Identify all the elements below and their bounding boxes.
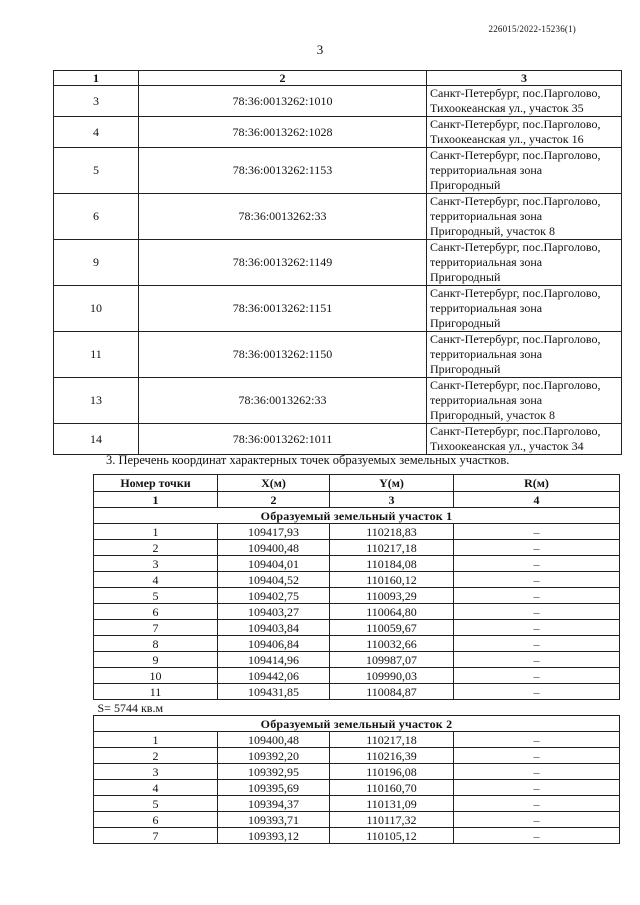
table-row xyxy=(94,780,620,796)
table-row xyxy=(94,828,620,844)
x-coordinate: 109402,75 xyxy=(218,588,330,604)
address-line: Тихоокеанская ул., участок 34 xyxy=(430,439,584,453)
point-number: 9 xyxy=(94,652,218,668)
radius-value: – xyxy=(454,828,620,844)
table-row xyxy=(54,148,622,194)
address-cell xyxy=(427,86,622,117)
radius-value: – xyxy=(454,620,620,636)
group-title-row xyxy=(94,508,620,524)
radius-value: – xyxy=(454,684,620,700)
y-coordinate: 109990,03 xyxy=(330,668,454,684)
point-number: 1 xyxy=(94,732,218,748)
address-cell xyxy=(427,286,622,332)
y-coordinate: 110084,87 xyxy=(330,684,454,700)
address-line: Пригородный xyxy=(430,362,501,376)
table-row xyxy=(94,748,620,764)
radius-value: – xyxy=(454,540,620,556)
table-header-row xyxy=(94,475,620,492)
address-cell xyxy=(427,117,622,148)
point-number: 11 xyxy=(94,684,218,700)
page-number: 3 xyxy=(316,42,324,57)
row-number: 9 xyxy=(54,240,139,286)
row-number: 6 xyxy=(54,194,139,240)
group-title-row xyxy=(94,716,620,732)
y-coordinate: 109987,07 xyxy=(330,652,454,668)
address-line: Санкт-Петербург, пос.Парголово, xyxy=(430,148,601,162)
table-row xyxy=(94,796,620,812)
table-row xyxy=(54,332,622,378)
column-header: 2 xyxy=(139,71,427,86)
table-row xyxy=(94,556,620,572)
address-line: территориальная зона xyxy=(430,301,543,315)
address-line: Тихоокеанская ул., участок 35 xyxy=(430,101,584,115)
column-number: 1 xyxy=(94,492,218,508)
x-coordinate: 109400,48 xyxy=(218,540,330,556)
point-number: 7 xyxy=(94,620,218,636)
row-number: 5 xyxy=(54,148,139,194)
address-line: Санкт-Петербург, пос.Парголово, xyxy=(430,378,601,392)
y-coordinate: 110160,12 xyxy=(330,572,454,588)
address-line: Пригородный, участок 8 xyxy=(430,224,555,238)
table-row xyxy=(94,732,620,748)
group-title: Образуемый земельный участок 1 xyxy=(94,508,620,524)
y-coordinate: 110184,08 xyxy=(330,556,454,572)
column-header: Номер точки xyxy=(94,475,218,492)
x-coordinate: 109394,37 xyxy=(218,796,330,812)
cadastral-number: 78:36:0013262:1153 xyxy=(139,148,427,194)
table-row xyxy=(54,86,622,117)
address-cell xyxy=(427,378,622,424)
address-line: территориальная зона xyxy=(430,255,543,269)
address-line: Пригородный xyxy=(430,178,501,192)
column-header: Y(м) xyxy=(330,475,454,492)
point-number: 5 xyxy=(94,588,218,604)
table-row xyxy=(94,524,620,540)
radius-value: – xyxy=(454,796,620,812)
cadastral-number: 78:36:0013262:1149 xyxy=(139,240,427,286)
point-number: 4 xyxy=(94,572,218,588)
address-line: Санкт-Петербург, пос.Парголово, xyxy=(430,86,601,100)
table-row xyxy=(94,636,620,652)
radius-value: – xyxy=(454,780,620,796)
radius-value: – xyxy=(454,524,620,540)
point-number: 8 xyxy=(94,636,218,652)
radius-value: – xyxy=(454,668,620,684)
point-number: 10 xyxy=(94,668,218,684)
y-coordinate: 110059,67 xyxy=(330,620,454,636)
row-number: 14 xyxy=(54,424,139,455)
address-line: Санкт-Петербург, пос.Парголово, xyxy=(430,117,601,131)
area-value: S= 5744 кв.м xyxy=(94,700,620,716)
table-header-row xyxy=(54,71,622,86)
x-coordinate: 109395,69 xyxy=(218,780,330,796)
address-line: Пригородный xyxy=(430,270,501,284)
table-row xyxy=(94,652,620,668)
cadastral-number: 78:36:0013262:1010 xyxy=(139,86,427,117)
x-coordinate: 109414,96 xyxy=(218,652,330,668)
cadastral-number: 78:36:0013262:33 xyxy=(139,194,427,240)
cadastral-number: 78:36:0013262:33 xyxy=(139,378,427,424)
radius-value: – xyxy=(454,652,620,668)
row-number: 3 xyxy=(54,86,139,117)
column-header: 1 xyxy=(54,71,139,86)
column-number: 4 xyxy=(454,492,620,508)
y-coordinate: 110217,18 xyxy=(330,540,454,556)
section-title: 3. Перечень координат характерных точек образуемых земельных участков. xyxy=(106,453,510,467)
y-coordinate: 110216,39 xyxy=(330,748,454,764)
address-cell xyxy=(427,148,622,194)
row-number: 13 xyxy=(54,378,139,424)
address-line: Санкт-Петербург, пос.Парголово, xyxy=(430,424,601,438)
x-coordinate: 109392,20 xyxy=(218,748,330,764)
y-coordinate: 110160,70 xyxy=(330,780,454,796)
row-number: 4 xyxy=(54,117,139,148)
address-line: территориальная зона xyxy=(430,163,543,177)
x-coordinate: 109404,52 xyxy=(218,572,330,588)
radius-value: – xyxy=(454,748,620,764)
table-row xyxy=(94,684,620,700)
table-row xyxy=(54,240,622,286)
table-row xyxy=(94,812,620,828)
radius-value: – xyxy=(454,572,620,588)
radius-value: – xyxy=(454,636,620,652)
y-coordinate: 110217,18 xyxy=(330,732,454,748)
address-cell xyxy=(427,194,622,240)
point-number: 3 xyxy=(94,556,218,572)
parcels-table xyxy=(53,70,622,455)
cadastral-number: 78:36:0013262:1150 xyxy=(139,332,427,378)
address-line: территориальная зона xyxy=(430,209,543,223)
table-row xyxy=(54,378,622,424)
y-coordinate: 110117,32 xyxy=(330,812,454,828)
x-coordinate: 109393,71 xyxy=(218,812,330,828)
point-number: 1 xyxy=(94,524,218,540)
y-coordinate: 110105,12 xyxy=(330,828,454,844)
radius-value: – xyxy=(454,556,620,572)
point-number: 3 xyxy=(94,764,218,780)
area-row xyxy=(94,700,620,716)
radius-value: – xyxy=(454,604,620,620)
table-row xyxy=(94,668,620,684)
document-id: 226015/2022-15236(1) xyxy=(488,24,576,34)
x-coordinate: 109406,84 xyxy=(218,636,330,652)
address-line: Санкт-Петербург, пос.Парголово, xyxy=(430,286,601,300)
table-row xyxy=(54,424,622,455)
x-coordinate: 109431,85 xyxy=(218,684,330,700)
y-coordinate: 110064,80 xyxy=(330,604,454,620)
x-coordinate: 109403,84 xyxy=(218,620,330,636)
x-coordinate: 109393,12 xyxy=(218,828,330,844)
y-coordinate: 110032,66 xyxy=(330,636,454,652)
column-header: R(м) xyxy=(454,475,620,492)
radius-value: – xyxy=(454,732,620,748)
cadastral-number: 78:36:0013262:1151 xyxy=(139,286,427,332)
address-line: Санкт-Петербург, пос.Парголово, xyxy=(430,240,601,254)
point-number: 2 xyxy=(94,540,218,556)
row-number: 11 xyxy=(54,332,139,378)
table-row xyxy=(94,572,620,588)
point-number: 6 xyxy=(94,604,218,620)
radius-value: – xyxy=(454,812,620,828)
x-coordinate: 109392,95 xyxy=(218,764,330,780)
address-line: Пригородный xyxy=(430,316,501,330)
y-coordinate: 110196,08 xyxy=(330,764,454,780)
table-row xyxy=(94,604,620,620)
point-number: 4 xyxy=(94,780,218,796)
address-line: Тихоокеанская ул., участок 16 xyxy=(430,132,584,146)
column-number: 2 xyxy=(218,492,330,508)
address-line: территориальная зона xyxy=(430,347,543,361)
table-row xyxy=(54,117,622,148)
x-coordinate: 109400,48 xyxy=(218,732,330,748)
table-row xyxy=(54,286,622,332)
group-title: Образуемый земельный участок 2 xyxy=(94,716,620,732)
row-number: 10 xyxy=(54,286,139,332)
table-row xyxy=(94,588,620,604)
cadastral-number: 78:36:0013262:1011 xyxy=(139,424,427,455)
table-row xyxy=(94,620,620,636)
table-row xyxy=(94,764,620,780)
coordinates-table xyxy=(93,474,620,844)
x-coordinate: 109404,01 xyxy=(218,556,330,572)
column-number-row xyxy=(94,492,620,508)
point-number: 6 xyxy=(94,812,218,828)
y-coordinate: 110218,83 xyxy=(330,524,454,540)
address-cell xyxy=(427,332,622,378)
x-coordinate: 109403,27 xyxy=(218,604,330,620)
column-number: 3 xyxy=(330,492,454,508)
x-coordinate: 109442,06 xyxy=(218,668,330,684)
point-number: 5 xyxy=(94,796,218,812)
table-row xyxy=(54,194,622,240)
cadastral-number: 78:36:0013262:1028 xyxy=(139,117,427,148)
address-cell xyxy=(427,424,622,455)
table-row xyxy=(94,540,620,556)
x-coordinate: 109417,93 xyxy=(218,524,330,540)
point-number: 2 xyxy=(94,748,218,764)
address-line: Санкт-Петербург, пос.Парголово, xyxy=(430,194,601,208)
y-coordinate: 110131,09 xyxy=(330,796,454,812)
address-line: Санкт-Петербург, пос.Парголово, xyxy=(430,332,601,346)
address-cell xyxy=(427,240,622,286)
y-coordinate: 110093,29 xyxy=(330,588,454,604)
radius-value: – xyxy=(454,764,620,780)
column-header: X(м) xyxy=(218,475,330,492)
address-line: Пригородный, участок 8 xyxy=(430,408,555,422)
point-number: 7 xyxy=(94,828,218,844)
radius-value: – xyxy=(454,588,620,604)
column-header: 3 xyxy=(427,71,622,86)
address-line: территориальная зона xyxy=(430,393,543,407)
